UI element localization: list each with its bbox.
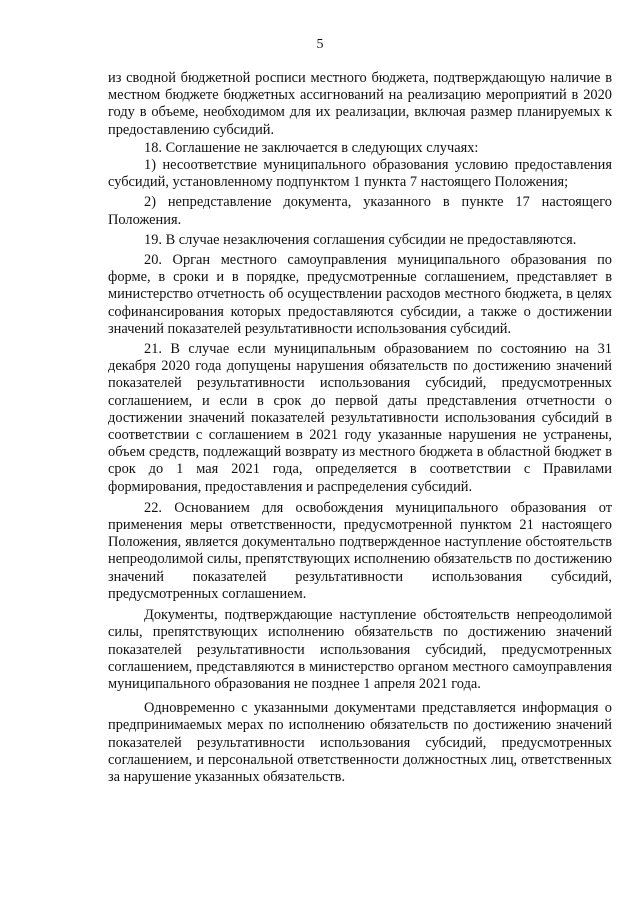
paragraph-simultaneously: Одновременно с указанными документами представляется информация о предпринимаемых мерах по исполнению обязательств по достижению значений показателей результативности использования субсидий, предусмотренных соглашением, и персональной ответственности должностных лиц, ответственных за нарушение указанных обязательств. (108, 700, 612, 785)
paragraph-20: 20. Орган местного самоуправления муниципального образования по форме, в сроки и в порядке, предусмотренные соглашением, представляет в министерство отчетность об осуществлении расходов местного бюджета, в целях софинансирования которых предоставляются субсидии, а также о достижении значений показателей результативности использования субсидий. (108, 252, 612, 337)
paragraph-21: 21. В случае если муниципальным образованием по состоянию на 31 декабря 2020 года допущены нарушения обязательств по достижению значений показателей результативности использования субсидий, предусмотренных соглашением, и если в срок до первой даты представления отчетности о достижении значений показателей результативности использования субсидий в соответствии с соглашением в 2021 году указанные нарушения не устранены, объем средств, подлежащий возврату из местного бюджета в областной бюджет в срок до 1 мая 2021 года, определяется в соответствии с Правилами формирования, предоставления и распределения субсидий. (108, 341, 612, 495)
page-number: 5 (316, 37, 324, 52)
paragraph-continuation: из сводной бюджетной росписи местного бюджета, подтверждающую наличие в местном бюджете бюджетных ассигнований на реализацию мероприятий в 2020 году в объеме, необходимом для их реализации, включая размер планируемых к предоставлению субсидий. (108, 70, 612, 138)
paragraph-documents: Документы, подтверждающие наступление обстоятельств непреодолимой силы, препятствующих исполнению обязательств по достижению значений показателей результативности использования субсидий, предусмотренных соглашением, представляются в министерство органом местного самоуправления муниципального образования не позднее 1 апреля 2021 года. (108, 607, 612, 692)
paragraph-22: 22. Основанием для освобождения муниципального образования от применения меры ответственности, предусмотренной пунктом 21 настоящего Положения, является документально подтвержденное наступление обстоятельств непреодолимой силы, препятствующих исполнению обязательств по достижению значений показателей результативности использования субсидий, предусмотренных соглашением. (108, 499, 612, 602)
document-body (108, 70, 612, 786)
paragraph-18-item-1: 1) несоответствие муниципального образования условию предоставления субсидий, установленному подпунктом 1 пункта 7 настоящего Положения; (108, 157, 612, 191)
paragraph-19: 19. В случае незаключения соглашения субсидии не предоставляются. (144, 231, 577, 248)
paragraph-18: 18. Соглашение не заключается в следующих случаях: (144, 139, 479, 156)
paragraph-18-item-2: 2) непредставление документа, указанного в пункте 17 настоящего Положения. (108, 194, 612, 228)
